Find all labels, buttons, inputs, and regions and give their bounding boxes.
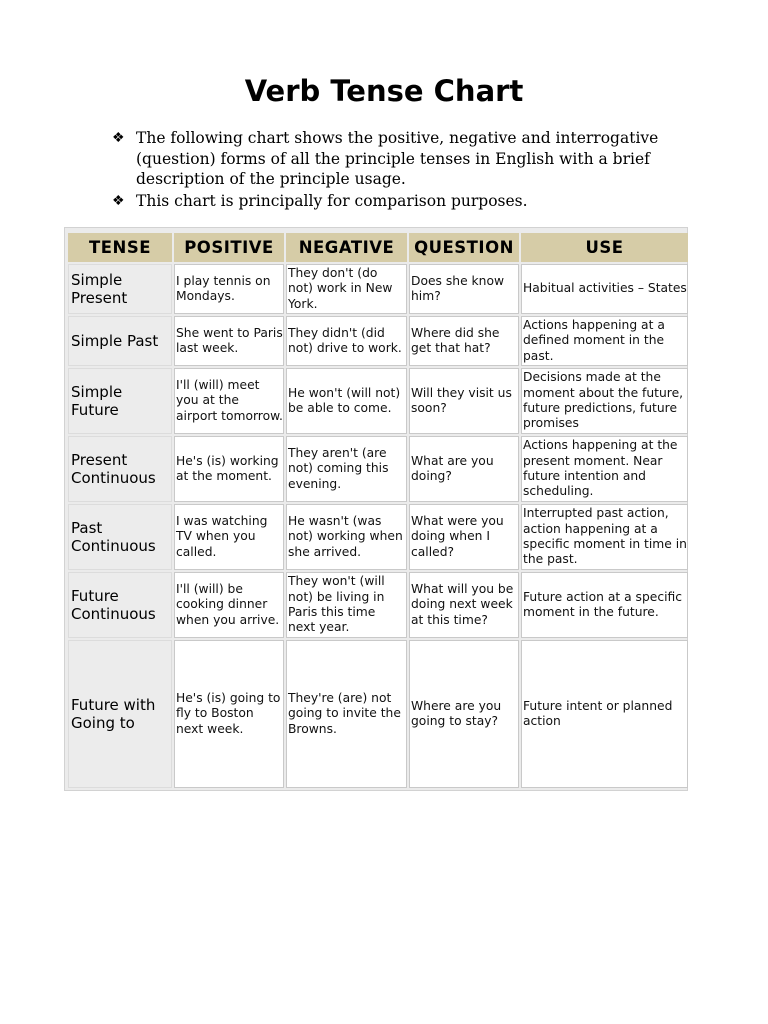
negative-cell: He wasn't (was not) working when she arrived. <box>286 504 407 570</box>
table-row <box>68 264 688 314</box>
use-cell: Actions happening at a defined moment in the past. <box>521 316 688 366</box>
positive-cell: He's (is) going to fly to Boston next week. <box>174 640 284 788</box>
header-negative: NEGATIVE <box>286 233 407 262</box>
tense-cell: Simple Present <box>68 264 172 314</box>
use-cell: Decisions made at the moment about the future, future predictions, future promises <box>521 368 688 434</box>
use-cell: Future action at a specific moment in the future. <box>521 572 688 638</box>
question-cell: What will you be doing next week at this time? <box>409 572 519 638</box>
header-question: QUESTION <box>409 233 519 262</box>
negative-cell: They didn't (did not) drive to work. <box>286 316 407 366</box>
question-cell: Where are you going to stay? <box>409 640 519 788</box>
page-title: Verb Tense Chart <box>244 74 524 108</box>
tense-cell: Present Continuous <box>68 436 172 502</box>
table-row <box>68 368 688 434</box>
verb-tense-table-frame <box>64 227 688 791</box>
header-positive: POSITIVE <box>174 233 284 262</box>
header-row <box>68 233 688 262</box>
use-cell: Future intent or planned action <box>521 640 688 788</box>
use-cell: Actions happening at the present moment. Near future intention and scheduling. <box>521 436 688 502</box>
table-row <box>68 504 688 570</box>
header-use: USE <box>521 233 688 262</box>
diamond-bullet-icon: ❖ <box>112 130 125 146</box>
negative-cell: He won't (will not) be able to come. <box>286 368 407 434</box>
question-cell: What were you doing when I called? <box>409 504 519 570</box>
negative-cell: They aren't (are not) coming this evening. <box>286 436 407 502</box>
diamond-bullet-icon: ❖ <box>112 192 125 209</box>
use-cell: Interrupted past action, action happening at a specific moment in time in the past. <box>521 504 688 570</box>
positive-cell: I play tennis on Mondays. <box>174 264 284 314</box>
positive-cell: She went to Paris last week. <box>174 316 284 366</box>
table-row <box>68 572 688 638</box>
header-tense: TENSE <box>68 233 172 262</box>
question-cell: What are you doing? <box>409 436 519 502</box>
intro-bullet-list <box>112 128 692 212</box>
table-row <box>68 640 688 788</box>
tense-cell: Past Continuous <box>68 504 172 570</box>
bullet-text: The following chart shows the positive, negative and interrogative (question) forms of all the principle tenses in English with a brief description of the principle usage. <box>136 129 659 188</box>
question-cell: Will they visit us soon? <box>409 368 519 434</box>
negative-cell: They don't (do not) work in New York. <box>286 264 407 314</box>
table-row <box>68 316 688 366</box>
positive-cell: I was watching TV when you called. <box>174 504 284 570</box>
use-cell: Habitual activities – States <box>521 264 688 314</box>
positive-cell: I'll (will) be cooking dinner when you arrive. <box>174 572 284 638</box>
table-row <box>68 436 688 502</box>
bullet-text: This chart is principally for comparison purposes. <box>136 191 528 210</box>
question-cell: Does she know him? <box>409 264 519 314</box>
positive-cell: He's (is) working at the moment. <box>174 436 284 502</box>
negative-cell: They won't (will not) be living in Paris this time next year. <box>286 572 407 638</box>
tense-cell: Simple Past <box>68 316 172 366</box>
tense-cell: Future with Going to <box>68 640 172 788</box>
verb-tense-table <box>66 231 690 790</box>
question-cell: Where did she get that hat? <box>409 316 519 366</box>
positive-cell: I'll (will) meet you at the airport tomorrow. <box>174 368 284 434</box>
bullet-item <box>112 128 692 190</box>
tense-cell: Simple Future <box>68 368 172 434</box>
tense-cell: Future Continuous <box>68 572 172 638</box>
bullet-item <box>112 191 692 212</box>
negative-cell: They're (are) not going to invite the Browns. <box>286 640 407 788</box>
